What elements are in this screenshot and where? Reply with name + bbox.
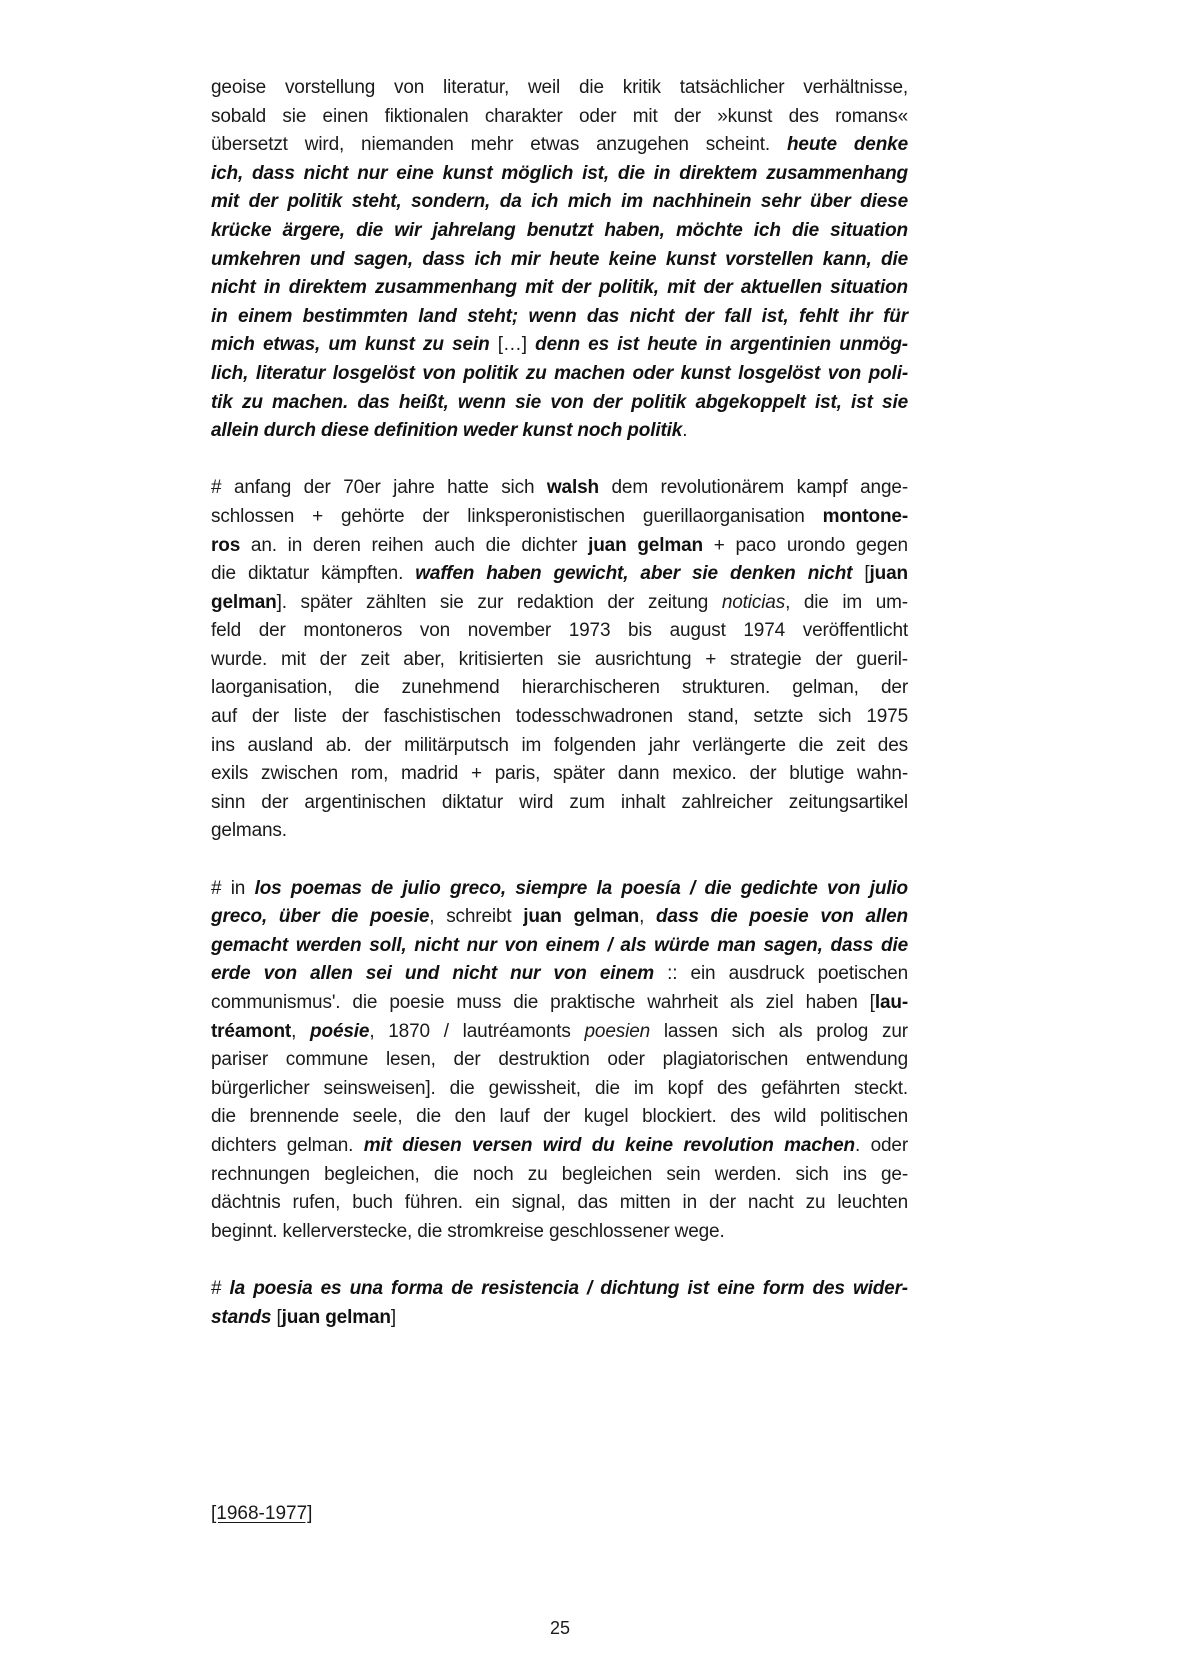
text-run: wurde. mit der zeit aber, kritisierten sie ausrichtung + strategie der gueril- <box>211 648 908 670</box>
text-line <box>211 1218 908 1247</box>
emphasis-run: los poemas de julio greco, siempre la poesía / die gedichte von julio <box>254 877 908 899</box>
emphasis-run: la poesia es una forma de resistencia / dichtung ist eine form des wider- <box>229 1277 908 1299</box>
text-run: dem revolutionärem kampf ange- <box>598 477 908 499</box>
text-run: exils zwischen rom, madrid + paris, später dann mexico. der blutige wahn- <box>211 763 908 785</box>
text-line <box>211 1132 908 1161</box>
emphasis-run: umkehren und sagen, dass ich mir heute keine kunst vorstellen kann, die <box>211 248 908 270</box>
text-run: ] <box>390 1306 396 1328</box>
text-run: schlossen + gehörte der linksperonistischen guerillaorganisation <box>211 505 823 527</box>
date-range-link[interactable]: [1968-1977] <box>211 1503 313 1524</box>
page-number: 25 <box>549 1618 571 1638</box>
text-line <box>211 560 908 589</box>
text-run: # in <box>211 877 255 899</box>
text-line <box>211 1275 908 1304</box>
text-run: übersetzt wird, niemanden mehr etwas anzugehen scheint. <box>211 134 787 156</box>
text-line <box>211 1103 908 1132</box>
text-line <box>211 617 908 646</box>
text-line <box>211 589 908 618</box>
text-run: # <box>211 1277 230 1299</box>
text-run: # anfang der 70er jahre hatte sich <box>211 477 547 499</box>
text-run: lassen sich als prolog zur <box>650 1020 908 1042</box>
text-run: + paco urondo gegen <box>702 534 908 556</box>
text-line <box>211 1018 908 1047</box>
text-line <box>211 1189 908 1218</box>
text-line <box>211 960 908 989</box>
text-run: sobald sie einen fiktionalen charakter oder mit der »kunst des romans« <box>211 105 908 127</box>
text-run: geoise vorstellung von literatur, weil die kritik tatsächlicher verhältnisse, <box>211 77 908 98</box>
text-run: , <box>291 1020 311 1042</box>
text-run: sinn der argentinischen diktatur wird zum inhalt zahlreicher zeitungsartikel <box>211 791 908 813</box>
text-line <box>211 989 908 1018</box>
text-run: . <box>682 420 688 442</box>
text-run: feld der montoneros von november 1973 bis august 1974 veröffentlicht <box>211 620 908 642</box>
emphasis-run: stands <box>211 1306 272 1328</box>
emphasis-run: waffen haben gewicht, aber sie denken nicht <box>415 563 853 585</box>
text-run: , die im um- <box>785 591 908 613</box>
text-line <box>211 274 908 303</box>
text-run: ins ausland ab. der militärputsch im folgenden jahr verlängerte die zeit des <box>211 734 908 756</box>
emphasis-run: juan gelman <box>281 1306 391 1328</box>
text-line <box>211 389 908 418</box>
text-line <box>211 674 908 703</box>
text-run: gelmans. <box>211 820 287 842</box>
emphasis-run: erde von allen sei und nicht nur von einem <box>211 963 655 985</box>
emphasis-run: noticias <box>721 591 786 613</box>
text-run: dächtnis rufen, buch führen. ein signal, das mitten in der nacht zu leuchten <box>211 1192 908 1214</box>
emphasis-run: tréamont <box>211 1020 292 1042</box>
text-run: die diktatur kämpften. <box>211 563 416 585</box>
text-run: beginnt. kellerverstecke, die stromkreise geschlossener wege. <box>211 1220 725 1242</box>
text-line <box>211 103 908 132</box>
paragraph <box>211 74 908 446</box>
emphasis-run: poesien <box>584 1020 651 1042</box>
emphasis-run: poésie <box>310 1020 370 1042</box>
text-line <box>211 646 908 675</box>
text-line <box>211 246 908 275</box>
emphasis-run: mich etwas, um kunst zu sein <box>211 334 498 356</box>
emphasis-run: in einem bestimmten land steht; wenn das nicht der fall ist, fehlt ihr für <box>211 305 908 327</box>
emphasis-run: juan gelman <box>523 906 640 928</box>
text-line <box>211 1161 908 1190</box>
text-run: laorganisation, die zunehmend hierarchischeren strukturen. gelman, der <box>211 677 908 699</box>
text-run: an. in deren reihen auch die dichter <box>240 534 589 556</box>
emphasis-run: lau- <box>874 992 908 1013</box>
text-line <box>211 217 908 246</box>
text-line <box>211 160 908 189</box>
text-run: , 1870 / lautréamonts <box>369 1020 585 1042</box>
emphasis-run: tik zu machen. das heißt, wenn sie von der politik abgekoppelt ist, ist sie <box>211 391 908 413</box>
text-run: die brennende seele, die den lauf der kugel blockiert. des wild politischen <box>211 1106 908 1128</box>
text-line <box>211 732 908 761</box>
text-run: , schreibt <box>429 906 524 928</box>
text-line <box>211 817 908 846</box>
text-line <box>211 503 908 532</box>
text-line <box>211 703 908 732</box>
emphasis-run: walsh <box>546 477 599 499</box>
emphasis-run: mit diesen versen wird du keine revolution machen <box>363 1134 856 1156</box>
emphasis-run: dass die poesie von allen <box>656 906 908 928</box>
text-line <box>211 760 908 789</box>
text-line <box>211 532 908 561</box>
text-run: pariser commune lesen, der destruktion oder plagiatorischen entwendung <box>211 1049 908 1071</box>
text-run: […] <box>497 334 536 356</box>
text-run: bürgerlicher seinsweisen]. die gewissheit, die im kopf des gefährten steckt. <box>211 1077 908 1099</box>
emphasis-run: lich, literatur losgelöst von politik zu machen oder kunst losgelöst von poli- <box>211 362 908 384</box>
emphasis-run: heute denke <box>786 134 908 156</box>
text-line <box>211 932 908 961</box>
emphasis-run: juan gelman <box>588 534 703 556</box>
emphasis-run: ros <box>211 534 241 556</box>
emphasis-run: allein durch diese definition weder kunst noch politik <box>211 420 683 442</box>
text-line <box>211 875 908 904</box>
text-line <box>211 1075 908 1104</box>
paragraph <box>211 1275 908 1332</box>
emphasis-run: nicht in direktem zusammenhang mit der politik, mit der aktuellen situation <box>211 277 908 299</box>
emphasis-run: gelman <box>211 591 277 613</box>
paragraph <box>211 875 908 1247</box>
emphasis-run: mit der politik steht, sondern, da ich mich im nachhinein sehr über diese <box>211 191 908 213</box>
text-run: ]. später zählten sie zur redaktion der zeitung <box>276 591 722 613</box>
emphasis-run: ich, dass nicht nur eine kunst möglich ist, die in direktem zusammenhang <box>211 162 908 184</box>
text-run: :: ein ausdruck poetischen <box>654 963 908 985</box>
text-run: [ <box>271 1306 282 1328</box>
emphasis-run: gemacht werden soll, nicht nur von einem / als würde man sagen, dass die <box>211 934 908 956</box>
text-line <box>211 1046 908 1075</box>
text-line <box>211 303 908 332</box>
text-line <box>211 131 908 160</box>
text-run: [ <box>852 563 870 585</box>
text-run: rechnungen begleichen, die noch zu begleichen sein werden. sich ins ge- <box>211 1163 908 1185</box>
text-run: . oder <box>855 1134 909 1156</box>
emphasis-run: krücke ärgere, die wir jahrelang benutzt haben, möchte ich die situation <box>211 219 908 241</box>
body-text <box>211 74 908 1361</box>
emphasis-run: denn es ist heute in argentinien unmög- <box>535 334 908 356</box>
text-run: , <box>639 906 657 928</box>
text-run: communismus'. die poesie muss die praktische wahrheit als ziel haben [ <box>211 992 875 1013</box>
text-run: auf der liste der faschistischen todesschwadronen stand, setzte sich 1975 <box>211 706 908 728</box>
paragraph <box>211 474 908 846</box>
text-line <box>211 789 908 818</box>
text-line <box>211 1304 908 1333</box>
emphasis-run: juan <box>869 563 909 585</box>
emphasis-run: montone- <box>822 505 908 527</box>
text-line <box>211 360 908 389</box>
text-run: dichters gelman. <box>211 1134 364 1156</box>
text-line <box>211 474 908 503</box>
text-line <box>211 417 908 446</box>
text-line <box>211 903 908 932</box>
emphasis-run: greco, über die poesie <box>211 906 430 928</box>
text-line <box>211 188 908 217</box>
text-line <box>211 74 908 103</box>
text-line <box>211 331 908 360</box>
